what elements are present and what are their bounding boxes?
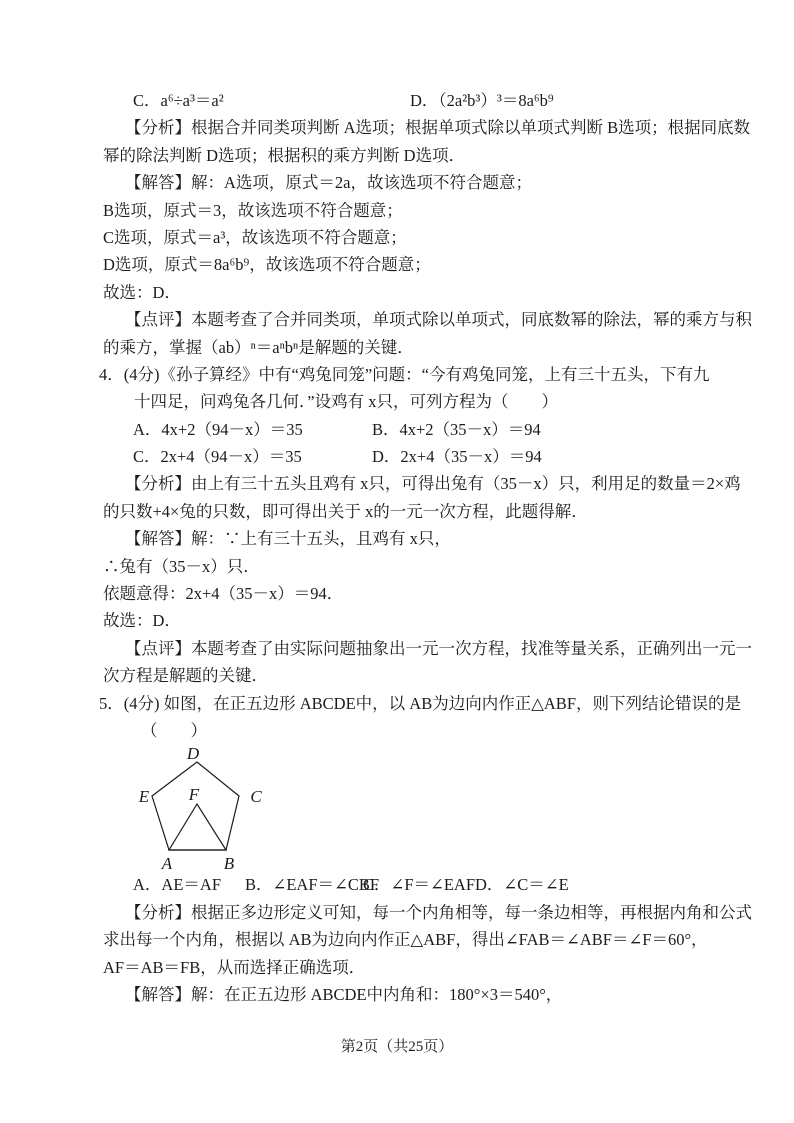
q3-answer-option-a: 【解答】解：A选项，原式＝2a，故该选项不符合题意；	[125, 173, 532, 193]
q4-option-d: D．2x+4（35－x）＝94	[372, 447, 542, 467]
triangle-shape	[169, 804, 226, 850]
q4-stem-line1: 4．(4分)《孙子算经》中有“鸡兔同笼”问题：“今有鸡兔同笼，上有三十五头，下有九	[99, 364, 710, 384]
q3-option-d: D．（2a²b³）³＝8a⁶b⁹	[410, 91, 554, 110]
q5-option-a: A．AE＝AF	[133, 875, 222, 895]
q4-stem-line2: 十四足，问鸡兔各几何．”设鸡有 x只，可列方程为（ ）	[134, 392, 558, 412]
q3-options-row-cd	[133, 87, 794, 114]
vertex-label-f: F	[188, 785, 200, 805]
vertex-label-d: D	[186, 744, 200, 764]
q4-answer-line2: ∴兔有（35－x）只．	[103, 556, 260, 576]
q4-option-a: A．4x+2（94－x）＝35	[133, 419, 303, 439]
vertex-label-c: C	[250, 787, 262, 807]
q4-options-row-cd	[133, 443, 794, 470]
q5-option-c: C．∠F＝∠EAF	[363, 875, 476, 895]
vertex-label-b: B	[223, 854, 235, 874]
q3-conclusion: 故选：D．	[103, 282, 181, 302]
q5-answer-line1: 【解答】解：在正五边形 ABCDE中内角和：180°×3＝540°，	[125, 984, 563, 1004]
q5-stem-line1: 5．(4分) 如图，在正五边形 ABCDE中，以 AB为边向内作正△ABF，则下列结论错误的是	[99, 693, 741, 713]
q3-analysis-line1: 【分析】根据合并同类项判断 A选项；根据单项式除以单项式判断 B选项；根据同底数	[125, 118, 751, 138]
q3-comment-line2: 的乘方，掌握（ab）ⁿ＝aⁿbⁿ是解题的关键．	[103, 337, 414, 357]
q3-analysis-line2: 幂的除法判断 D选项；根据积的乘方判断 D选项．	[103, 145, 466, 165]
q4-answer-line3: 依题意得：2x+4（35－x）＝94．	[103, 584, 344, 604]
q4-answer-line1: 【解答】解：∵上有三十五头，且鸡有 x只，	[125, 529, 451, 549]
q4-option-c: C．2x+4（94－x）＝35	[133, 447, 302, 467]
q3-answer-option-d: D选项，原式＝8a⁶b⁹，故该选项不符合题意；	[103, 255, 431, 275]
q5-figure	[0, 744, 794, 874]
q3-option-c: C．a⁶÷a³＝a²	[133, 91, 224, 110]
q4-options-row-ab	[133, 416, 794, 443]
vertex-label-a: A	[161, 854, 173, 874]
q3-answer-option-c: C选项，原式＝a³，故该选项不符合题意；	[103, 227, 407, 247]
pentagon-diagram	[130, 744, 275, 874]
q5-stem-line2: （ ）	[141, 720, 207, 740]
q4-analysis-line2: 的只数+4×兔的只数，即可得出关于 x的一元一次方程，此题得解．	[103, 501, 588, 521]
q5-options-row	[133, 871, 794, 898]
q5-option-d: D．∠C＝∠E	[475, 875, 569, 895]
document-content	[0, 87, 794, 1008]
q5-analysis-line3: AF＝AB＝FB，从而选择正确选项．	[103, 957, 366, 977]
q5-option-b: B．∠EAF＝∠CBF	[245, 875, 380, 895]
q4-option-b: B．4x+2（35－x）＝94	[372, 419, 541, 439]
q3-comment-line1: 【点评】本题考查了合并同类项，单项式除以单项式，同底数幂的除法，幂的乘方与积	[125, 310, 752, 330]
q4-comment-line1: 【点评】本题考查了由实际问题抽象出一元一次方程，找准等量关系，正确列出一元一	[125, 638, 752, 658]
q5-analysis-line1: 【分析】根据正多边形定义可知，每一个内角相等，每一条边相等，再根据内角和公式	[125, 902, 752, 922]
q4-comment-line2: 次方程是解题的关键．	[103, 666, 268, 686]
q4-analysis-line1: 【分析】由上有三十五头且鸡有 x只，可得出兔有（35－x）只，利用足的数量＝2×鸡	[125, 474, 741, 494]
page-number-footer: 第2页（共25页）	[340, 1039, 454, 1055]
q4-conclusion: 故选：D．	[103, 611, 181, 631]
q3-answer-option-b: B选项，原式＝3，故该选项不符合题意；	[103, 200, 403, 220]
vertex-label-e: E	[138, 787, 150, 807]
q5-analysis-line2: 求出每一个内角，根据以 AB为边向内作正△ABF，得出∠FAB＝∠ABF＝∠F＝60°，	[103, 930, 708, 950]
